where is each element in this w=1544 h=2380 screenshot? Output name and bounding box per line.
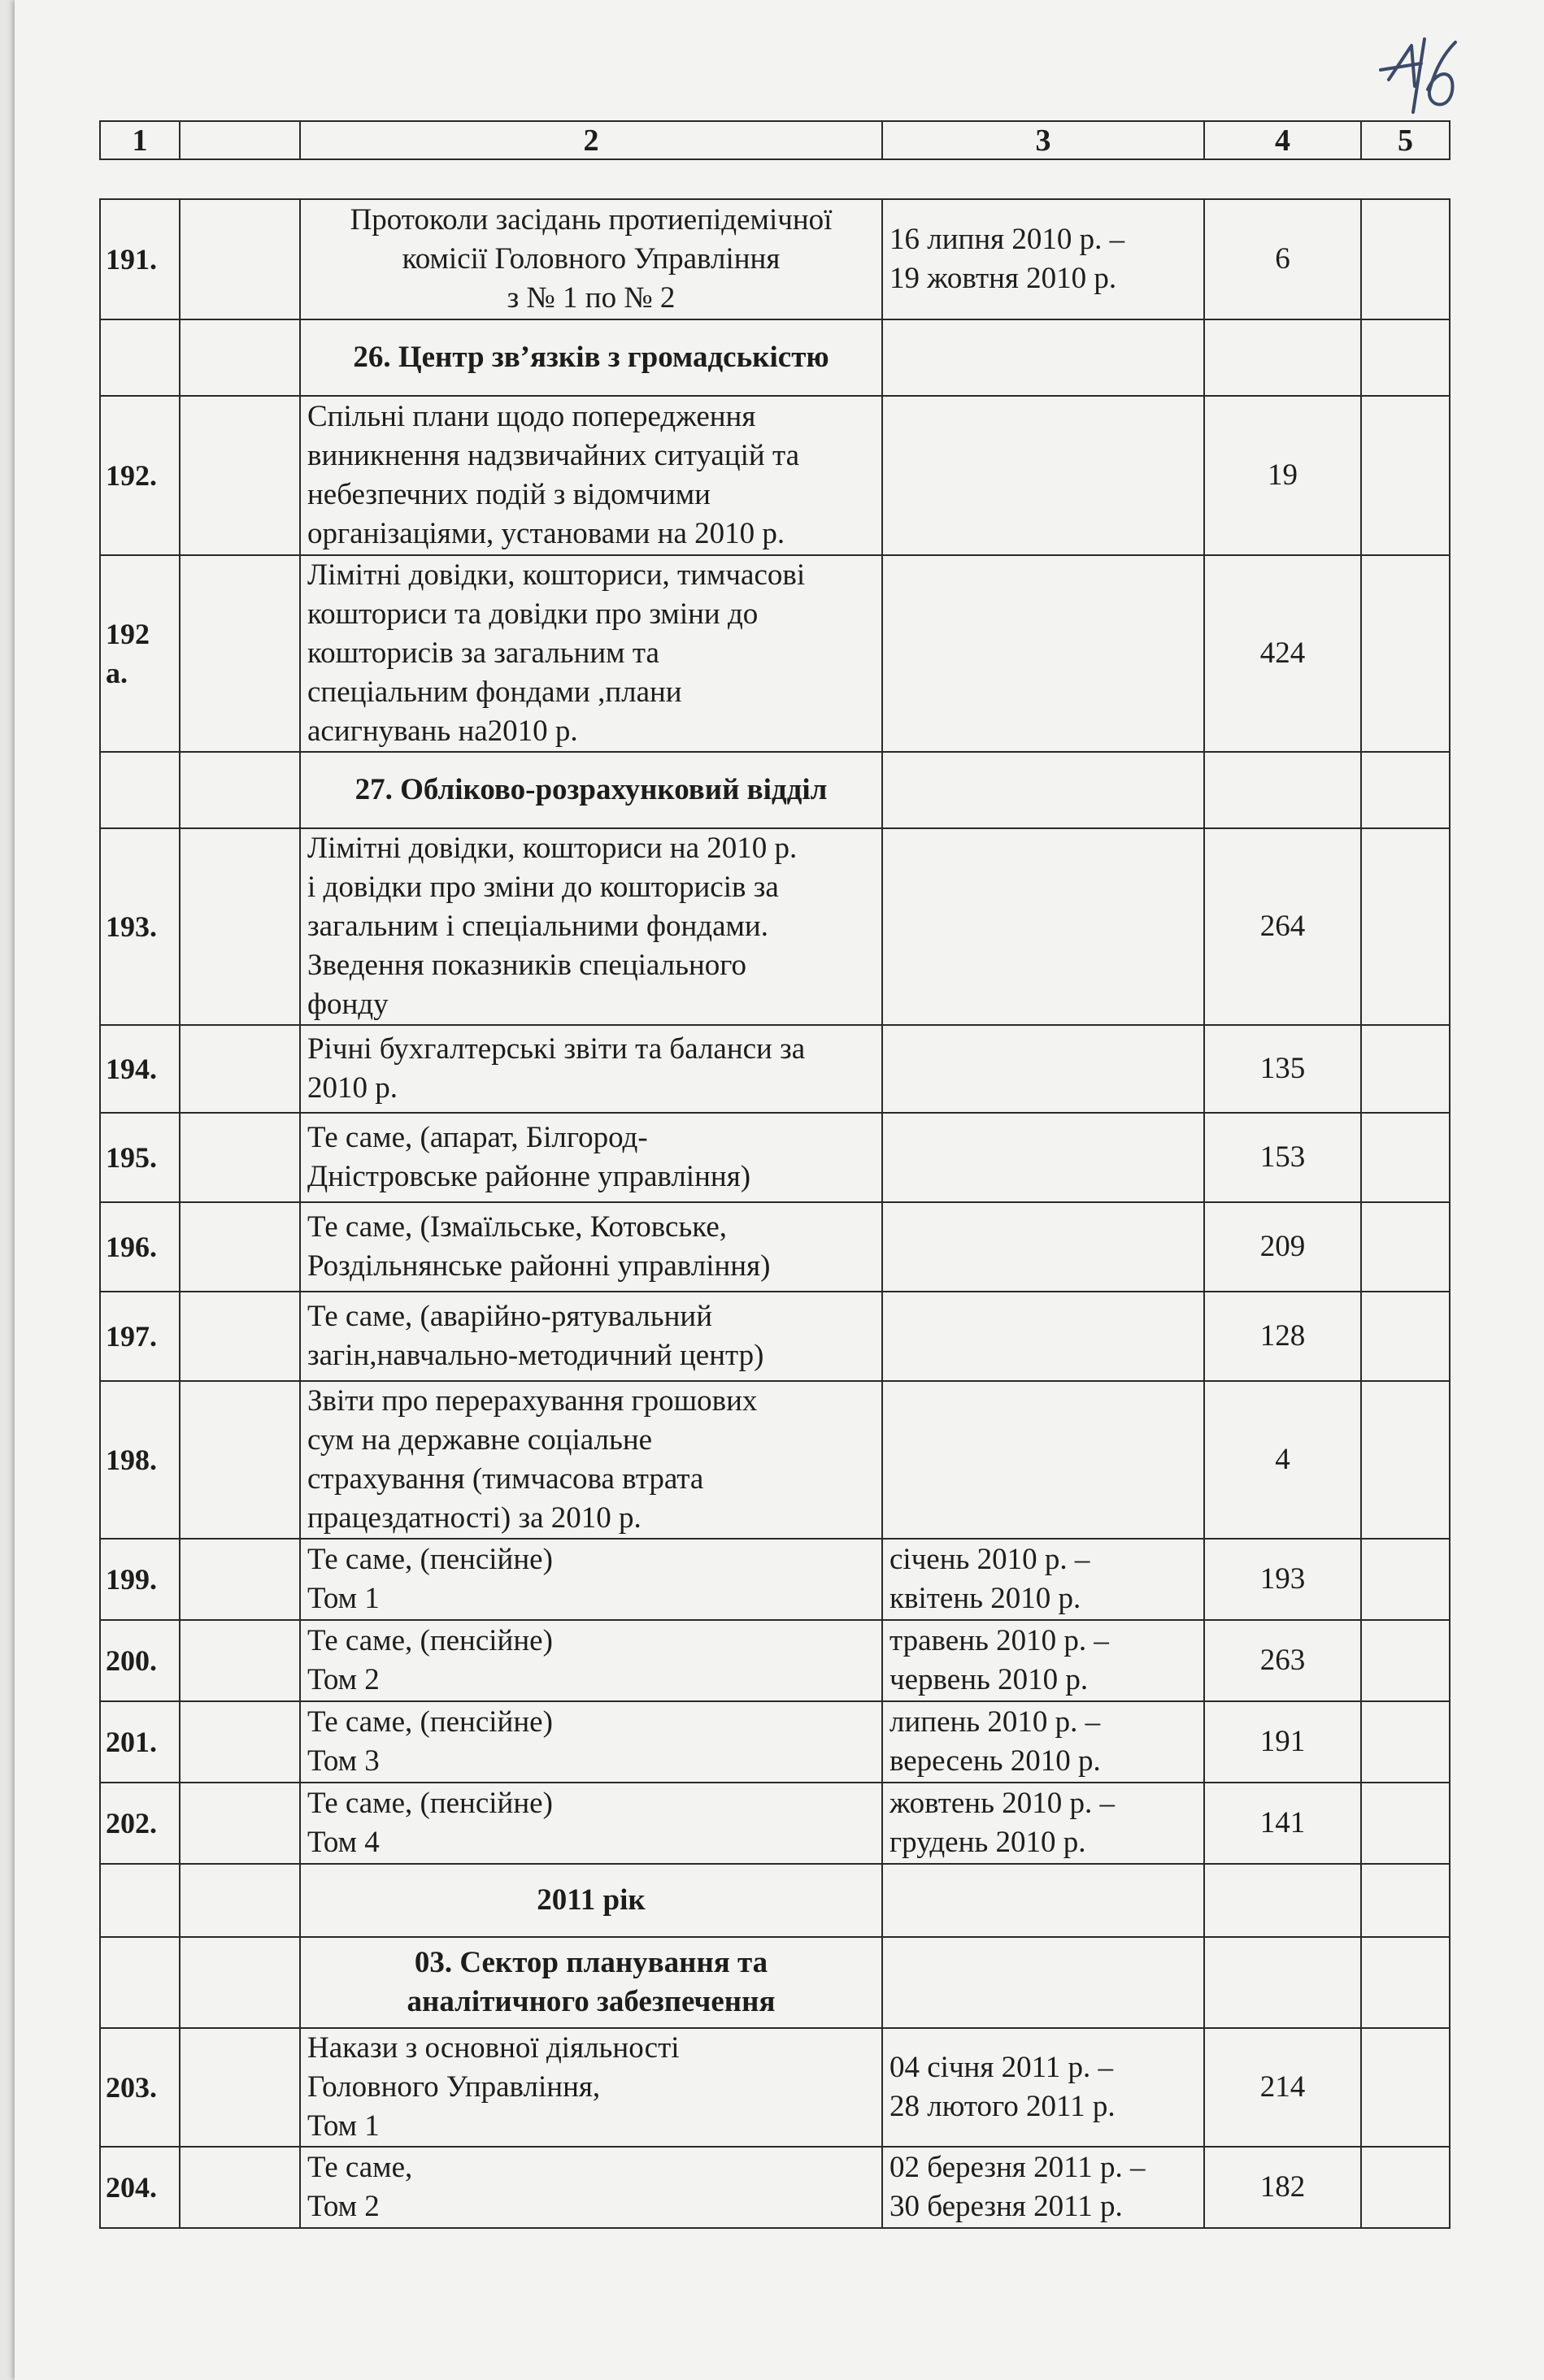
notes-cell — [1361, 1701, 1450, 1783]
item-sheet-count: 6 — [1204, 199, 1361, 319]
item-sheet-count: 182 — [1204, 2147, 1361, 2228]
item-dates-line: липень 2010 р. – — [889, 1705, 1101, 1739]
item-title-line: спеціальним фондами ,плани — [307, 675, 682, 709]
item-title — [300, 1620, 882, 1701]
item-title — [300, 1539, 882, 1620]
empty-cell — [1204, 319, 1361, 396]
item-sheet-count: 209 — [1204, 1202, 1361, 1292]
empty-cell — [180, 396, 300, 555]
notes-cell — [1361, 1539, 1450, 1620]
section-title-line: 2011 рік — [537, 1883, 646, 1917]
empty-cell — [882, 319, 1204, 396]
item-title-line: кошторисів за загальним та — [307, 636, 659, 670]
item-title — [300, 1025, 882, 1113]
empty-cell — [180, 1620, 300, 1701]
section-title-line: 03. Сектор планування та — [414, 1946, 768, 1979]
item-dates — [882, 1113, 1204, 1202]
empty-cell — [882, 752, 1204, 828]
item-title-line: Роздільнянське районні управління) — [307, 1249, 771, 1283]
item-dates — [882, 199, 1204, 319]
item-number-line: 195. — [106, 1141, 157, 1174]
item-title-line: небезпечних подій з відомчими — [307, 478, 711, 511]
item-title — [300, 1113, 882, 1202]
item-number-line: 196. — [106, 1231, 157, 1263]
item-dates — [882, 1025, 1204, 1113]
empty-cell — [180, 1539, 300, 1620]
item-title-line: Накази з основної діяльності — [307, 2031, 680, 2065]
notes-cell — [1361, 1113, 1450, 1202]
empty-cell — [100, 1864, 180, 1937]
item-sheet-count: 19 — [1204, 396, 1361, 555]
empty-cell — [100, 752, 180, 828]
item-number — [100, 1202, 180, 1292]
item-title-line: загальним і спеціальними фондами. — [307, 910, 768, 943]
table-row — [100, 1620, 1450, 1701]
item-sheet-count: 191 — [1204, 1701, 1361, 1783]
item-title — [300, 1783, 882, 1864]
item-number — [100, 199, 180, 319]
empty-cell — [1361, 319, 1450, 396]
item-title-line: Те саме, (пенсійне) — [307, 1543, 553, 1576]
item-dates — [882, 1381, 1204, 1539]
item-number-line: 200. — [106, 1644, 157, 1677]
empty-cell — [180, 2028, 300, 2147]
column-number: 1 — [100, 121, 180, 159]
item-dates — [882, 828, 1204, 1025]
notes-cell — [1361, 828, 1450, 1025]
column-number: 3 — [882, 121, 1204, 159]
records-body — [100, 199, 1450, 2228]
empty-cell — [882, 1864, 1204, 1937]
item-title-line: Том 1 — [307, 2109, 380, 2143]
item-dates-line: грудень 2010 р. — [889, 1826, 1086, 1859]
item-title-line: Те саме, — [307, 2151, 413, 2184]
table-row — [100, 1113, 1450, 1202]
table-row — [100, 2147, 1450, 2228]
section-heading-row — [100, 1864, 1450, 1937]
item-title — [300, 2028, 882, 2147]
notes-cell — [1361, 2028, 1450, 2147]
item-number-line: 198. — [106, 1444, 157, 1476]
item-dates-line: травень 2010 р. – — [889, 1624, 1109, 1657]
item-title-line: комісії Головного Управління — [402, 242, 781, 276]
item-title-line: Лімітні довідки, кошториси на 2010 р. — [307, 832, 798, 865]
item-title-line: Головного Управління, — [307, 2070, 601, 2104]
empty-cell — [180, 1937, 300, 2028]
handwritten-page-number — [1364, 23, 1470, 120]
item-sheet-count: 193 — [1204, 1539, 1361, 1620]
item-number — [100, 1381, 180, 1539]
item-number-line: 192. — [106, 459, 157, 492]
empty-cell — [180, 2147, 300, 2228]
item-title-line: і довідки про зміни до кошторисів за — [307, 871, 779, 904]
item-sheet-count: 264 — [1204, 828, 1361, 1025]
item-number-line: 204. — [106, 2171, 157, 2204]
item-number-line: 192 — [106, 618, 150, 650]
item-title-line: Протоколи засідань протиепідемічної — [350, 203, 833, 237]
item-title-line: Спільні плани щодо попередження — [307, 400, 756, 433]
table-row — [100, 828, 1450, 1025]
item-title — [300, 1292, 882, 1381]
item-title — [300, 828, 882, 1025]
item-title-line: організаціями, установами на 2010 р. — [307, 517, 785, 550]
item-title — [300, 1381, 882, 1539]
empty-cell — [1204, 752, 1361, 828]
item-title-line: сум на державне соціальне — [307, 1423, 653, 1457]
table-row — [100, 1202, 1450, 1292]
item-dates-line: червень 2010 р. — [889, 1663, 1089, 1696]
item-dates — [882, 1292, 1204, 1381]
item-title-line: Том 1 — [307, 1582, 380, 1615]
notes-cell — [1361, 555, 1450, 752]
item-title — [300, 1202, 882, 1292]
item-title-line: виникнення надзвичайних ситуацій та — [307, 439, 800, 472]
item-sheet-count: 128 — [1204, 1292, 1361, 1381]
empty-cell — [100, 319, 180, 396]
column-number: 5 — [1361, 121, 1450, 159]
notes-cell — [1361, 1292, 1450, 1381]
item-title — [300, 555, 882, 752]
empty-cell — [180, 1025, 300, 1113]
item-number — [100, 1025, 180, 1113]
item-title-line: Те саме, (пенсійне) — [307, 1787, 553, 1820]
item-number — [100, 555, 180, 752]
item-title-line: Том 2 — [307, 2190, 380, 2223]
section-title — [300, 1937, 882, 2028]
item-dates — [882, 1783, 1204, 1864]
column-numbers-row — [100, 121, 1450, 159]
table-row — [100, 555, 1450, 752]
table-row — [100, 396, 1450, 555]
empty-cell — [882, 1937, 1204, 2028]
item-number-line: 197. — [106, 1320, 157, 1353]
item-dates-line: 16 липня 2010 р. – — [889, 223, 1125, 256]
empty-cell — [180, 752, 300, 828]
item-dates — [882, 555, 1204, 752]
item-title — [300, 2147, 882, 2228]
item-title-line: Те саме, (пенсійне) — [307, 1624, 553, 1657]
item-title-line: страхування (тимчасова втрата — [307, 1462, 704, 1496]
section-heading-row — [100, 752, 1450, 828]
table-row — [100, 1539, 1450, 1620]
item-number — [100, 2147, 180, 2228]
item-title-line: Те саме, (апарат, Білгород- — [307, 1121, 648, 1154]
empty-cell — [1204, 1937, 1361, 2028]
table-row — [100, 1025, 1450, 1113]
item-number — [100, 2028, 180, 2147]
column-number — [180, 121, 300, 159]
section-title — [300, 319, 882, 396]
item-number-line: 201. — [106, 1726, 157, 1758]
item-number-line: 202. — [106, 1807, 157, 1839]
item-title-line: Звіти про перерахування грошових — [307, 1384, 758, 1418]
empty-cell — [180, 1113, 300, 1202]
item-title-line: Зведення показників спеціального — [307, 949, 747, 982]
table-row — [100, 1783, 1450, 1864]
item-dates-line: квітень 2010 р. — [889, 1582, 1081, 1615]
item-dates-line: 02 березня 2011 р. – — [889, 2151, 1146, 2184]
empty-cell — [180, 555, 300, 752]
item-dates-line: 19 жовтня 2010 р. — [889, 262, 1117, 295]
item-number-line: 199. — [106, 1563, 157, 1596]
section-heading-row — [100, 1937, 1450, 2028]
item-title — [300, 1701, 882, 1783]
item-title-line: фонду — [307, 988, 389, 1021]
item-dates-line: вересень 2010 р. — [889, 1744, 1101, 1778]
notes-cell — [1361, 199, 1450, 319]
item-sheet-count: 424 — [1204, 555, 1361, 752]
empty-cell — [180, 1783, 300, 1864]
empty-cell — [180, 1202, 300, 1292]
document-page — [15, 0, 1544, 2380]
item-title-line: Том 4 — [307, 1826, 380, 1859]
item-dates-line: 28 лютого 2011 р. — [889, 2090, 1116, 2123]
notes-cell — [1361, 1202, 1450, 1292]
records-table — [99, 198, 1450, 2229]
table-row — [100, 2028, 1450, 2147]
item-title-line: Том 3 — [307, 1744, 380, 1778]
item-title-line: з № 1 по № 2 — [507, 281, 676, 315]
item-number — [100, 1113, 180, 1202]
item-dates-line: 04 січня 2011 р. – — [889, 2051, 1114, 2084]
section-title-line: 27. Обліково-розрахунковий відділ — [354, 773, 828, 806]
notes-cell — [1361, 1025, 1450, 1113]
empty-cell — [180, 1864, 300, 1937]
column-number: 4 — [1204, 121, 1361, 159]
item-dates — [882, 1620, 1204, 1701]
item-sheet-count: 263 — [1204, 1620, 1361, 1701]
notes-cell — [1361, 396, 1450, 555]
item-title-line: асигнувань на2010 р. — [307, 714, 578, 748]
item-dates — [882, 396, 1204, 555]
item-title — [300, 199, 882, 319]
item-number — [100, 1783, 180, 1864]
item-dates — [882, 2028, 1204, 2147]
item-number — [100, 1539, 180, 1620]
item-sheet-count: 153 — [1204, 1113, 1361, 1202]
item-number — [100, 396, 180, 555]
table-row — [100, 1292, 1450, 1381]
item-number-line: 203. — [106, 2071, 157, 2104]
item-sheet-count: 141 — [1204, 1783, 1361, 1864]
notes-cell — [1361, 1381, 1450, 1539]
item-title-line: загін,навчально-методичний центр) — [307, 1339, 764, 1372]
item-title-line: Річні бухгалтерські звіти та баланси за — [307, 1032, 806, 1066]
table-row — [100, 199, 1450, 319]
empty-cell — [180, 1292, 300, 1381]
empty-cell — [100, 1937, 180, 2028]
item-sheet-count: 4 — [1204, 1381, 1361, 1539]
column-number: 2 — [300, 121, 882, 159]
item-title — [300, 396, 882, 555]
empty-cell — [180, 1381, 300, 1539]
table-row — [100, 1381, 1450, 1539]
item-number-line: 193. — [106, 910, 157, 943]
item-title-line: кошториси та довідки про зміни до — [307, 597, 759, 631]
item-title-line: Лімітні довідки, кошториси, тимчасові — [307, 558, 806, 592]
empty-cell — [180, 319, 300, 396]
item-dates-line: 30 березня 2011 р. — [889, 2190, 1123, 2223]
empty-cell — [180, 828, 300, 1025]
item-title-line: Те саме, (Ізмаїльське, Котовське, — [307, 1210, 728, 1244]
item-number — [100, 1292, 180, 1381]
item-number — [100, 1701, 180, 1783]
section-title-line: 26. Центр зв’язків з громадськістю — [353, 341, 829, 374]
table-row — [100, 1701, 1450, 1783]
section-title — [300, 1864, 882, 1937]
item-sheet-count: 214 — [1204, 2028, 1361, 2147]
item-dates — [882, 1539, 1204, 1620]
empty-cell — [1361, 1937, 1450, 2028]
notes-cell — [1361, 1620, 1450, 1701]
item-dates-line: жовтень 2010 р. – — [889, 1787, 1115, 1820]
item-title-line: Дністровське районне управління) — [307, 1160, 751, 1193]
empty-cell — [180, 1701, 300, 1783]
item-number-line: 194. — [106, 1053, 157, 1085]
item-title-line: Те саме, (пенсійне) — [307, 1705, 553, 1739]
empty-cell — [1361, 752, 1450, 828]
empty-cell — [1361, 1864, 1450, 1937]
item-title-line: 2010 р. — [307, 1071, 398, 1105]
column-header-table — [99, 120, 1450, 160]
item-sheet-count: 135 — [1204, 1025, 1361, 1113]
notes-cell — [1361, 2147, 1450, 2228]
item-title-line: Том 2 — [307, 1663, 380, 1696]
empty-cell — [180, 199, 300, 319]
notes-cell — [1361, 1783, 1450, 1864]
section-title-line: аналітичного забезпечення — [407, 1985, 776, 2018]
item-number-line: а. — [106, 657, 128, 689]
item-number — [100, 828, 180, 1025]
item-dates-line: січень 2010 р. – — [889, 1543, 1090, 1576]
section-title — [300, 752, 882, 828]
item-number — [100, 1620, 180, 1701]
item-dates — [882, 1701, 1204, 1783]
item-title-line: Те саме, (аварійно-рятувальний — [307, 1300, 713, 1333]
item-dates — [882, 1202, 1204, 1292]
empty-cell — [1204, 1864, 1361, 1937]
item-title-line: працездатності) за 2010 р. — [307, 1501, 642, 1535]
section-heading-row — [100, 319, 1450, 396]
item-number-line: 191. — [106, 243, 157, 276]
item-dates — [882, 2147, 1204, 2228]
